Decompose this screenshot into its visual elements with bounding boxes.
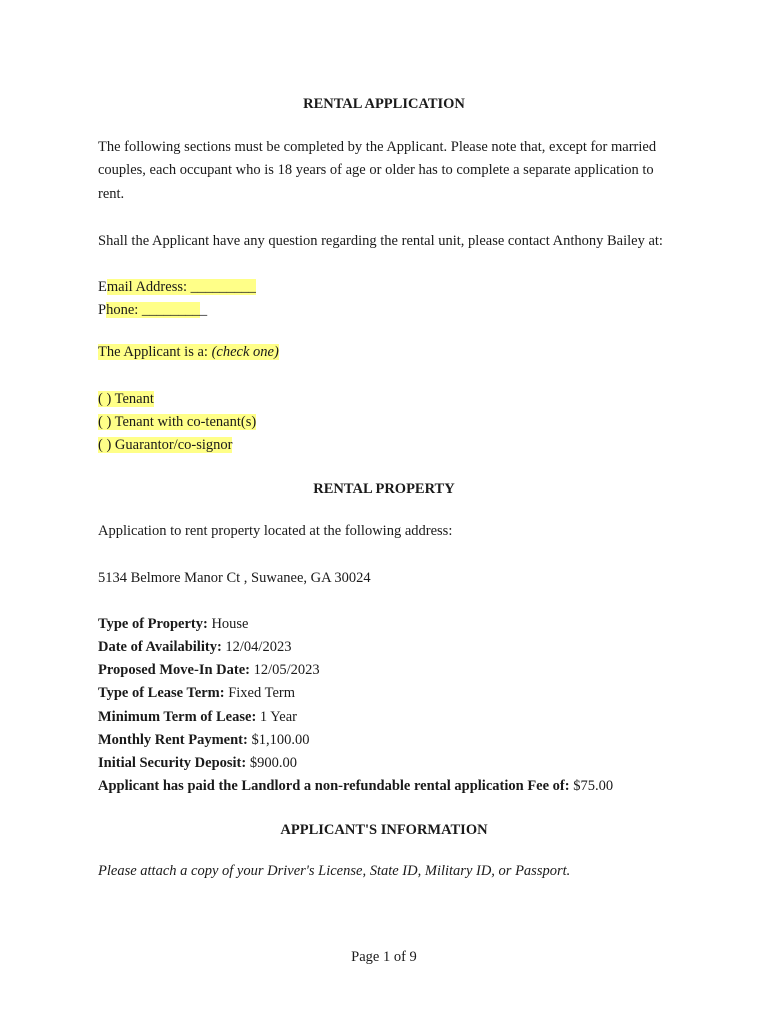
intro-paragraph: The following sections must be completed by the Applicant. Please note that, except for married couples, each occupant who is 18 years of age or older has to complete a separate application to rent. (98, 139, 657, 202)
field-minimum-term-of-lease (98, 707, 297, 727)
field-value: 12/05/2023 (249, 662, 320, 678)
field-label: Type of Property: (98, 616, 208, 632)
option-tenant-label[interactable]: ( ) Tenant (98, 391, 154, 407)
phone-line (98, 300, 207, 320)
field-value: $75.00 (569, 778, 614, 794)
field-value: 12/04/2023 (221, 639, 292, 655)
applicant-type-prompt (98, 342, 279, 362)
field-label: Type of Lease Term: (98, 685, 225, 701)
page-number: Page 1 of 9 (351, 949, 417, 965)
field-label: Date of Availability: (98, 639, 222, 655)
field-value: 1 Year (256, 709, 297, 725)
rental-property-heading: RENTAL PROPERTY (313, 481, 455, 497)
field-value: House (207, 616, 249, 632)
contact-paragraph: Shall the Applicant have any question regarding the rental unit, please contact Anthony Bailey at: (98, 233, 663, 249)
field-value: $1,100.00 (247, 732, 310, 748)
id-attachment-note (98, 861, 570, 881)
field-value: $900.00 (246, 755, 297, 771)
field-date-of-availability (98, 637, 291, 657)
field-label: Initial Security Deposit: (98, 755, 247, 771)
option-tenant[interactable] (98, 389, 154, 409)
field-label: Applicant has paid the Landlord a non-refundable rental application Fee of: (98, 778, 570, 794)
field-label: Minimum Term of Lease: (98, 709, 257, 725)
phone-label-initial: P (98, 302, 107, 318)
field-proposed-move-in-date (98, 660, 320, 680)
id-attachment-note-text: Please attach a copy of your Driver's License, State ID, Military ID, or Passport. (98, 863, 571, 879)
check-one-hint: (check one) (211, 344, 279, 360)
field-type-of-property (98, 614, 249, 634)
property-address: 5134 Belmore Manor Ct , Suwanee, GA 30024 (98, 570, 371, 586)
field-value: Fixed Term (224, 685, 295, 701)
applicant-information-heading: APPLICANT'S INFORMATION (280, 822, 488, 838)
field-label: Monthly Rent Payment: (98, 732, 248, 748)
email-label-initial: E (98, 279, 107, 295)
option-guarantor-label[interactable]: ( ) Guarantor/co-signor (98, 437, 233, 453)
field-label: Proposed Move-In Date: (98, 662, 250, 678)
phone-field[interactable]: hone: ________ (106, 302, 200, 318)
field-application-fee (98, 776, 613, 796)
option-tenant-with-cotenant-label[interactable]: ( ) Tenant with co-tenant(s) (98, 414, 257, 430)
option-tenant-with-cotenant[interactable] (98, 412, 256, 432)
field-monthly-rent-payment (98, 730, 309, 750)
option-guarantor[interactable] (98, 435, 232, 455)
field-type-of-lease-term (98, 683, 295, 703)
field-initial-security-deposit (98, 753, 297, 773)
document-title: RENTAL APPLICATION (303, 96, 465, 112)
applicant-type-label: The Applicant is a: (98, 344, 212, 360)
phone-field-tail: _ (199, 302, 208, 318)
email-address-field[interactable]: mail Address: _________ (106, 279, 256, 295)
email-address-line (98, 277, 256, 297)
rental-property-intro: Application to rent property located at the following address: (98, 523, 453, 539)
